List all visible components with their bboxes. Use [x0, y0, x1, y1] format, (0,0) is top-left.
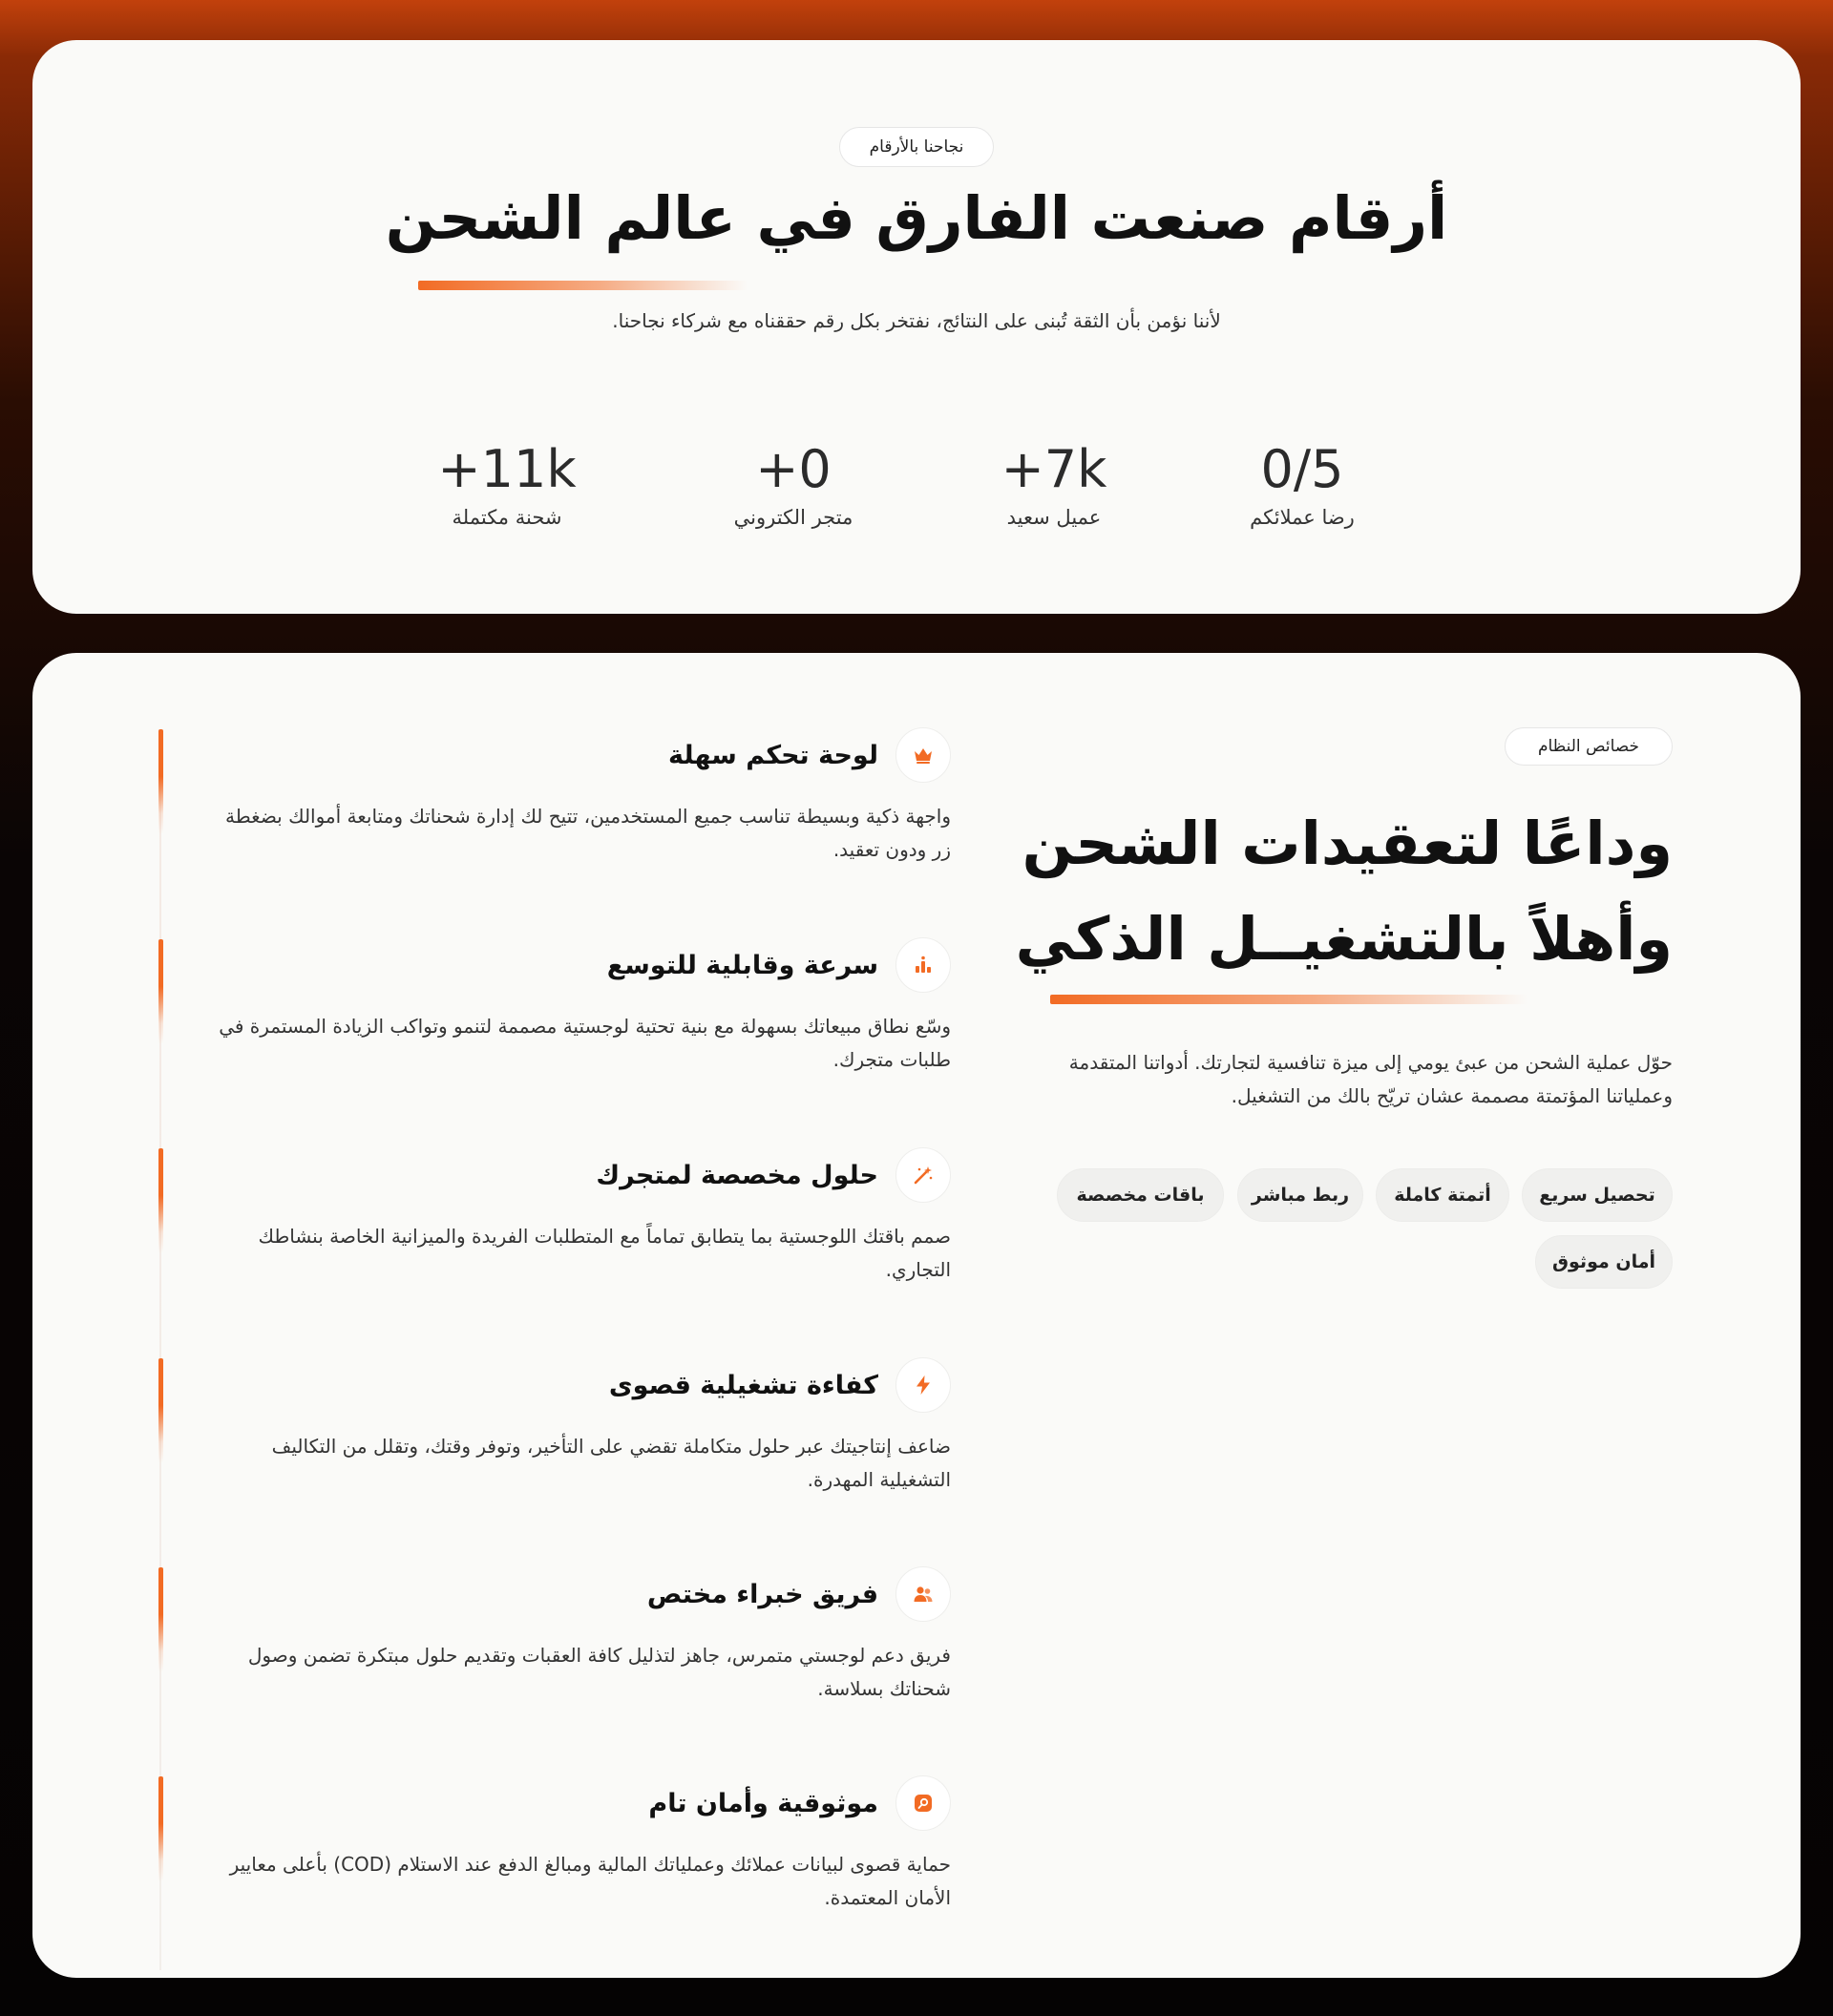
feature-item-expert-team	[206, 1566, 951, 1706]
feature-title: لوحة تحكم سهلة	[668, 740, 878, 770]
stat-value: +0	[755, 439, 832, 499]
features-title-line2: وأهلاً بالتشغيــل الذكي	[1015, 904, 1673, 974]
feature-body: واجهة ذكية وبسيطة تناسب جميع المستخدمين، تتيح لك إدارة شحناتك ومتابعة أموالك بضغطة زر ودون تعقيد.	[225, 805, 951, 861]
stat-value: +11k	[437, 439, 577, 499]
chip-full-automation[interactable]: أتمتة كاملة	[1376, 1168, 1509, 1222]
feature-title: فريق خبراء مختص	[646, 1579, 878, 1609]
feature-item-security	[206, 1775, 951, 1915]
stat-happy-clients	[930, 441, 1178, 529]
title-underline	[418, 281, 748, 290]
feature-title: سرعة وقابلية للتوسع	[606, 950, 878, 980]
secure-payment-icon	[895, 1775, 951, 1831]
features-title-line1: وداعًا لتعقيدات الشحن	[1022, 808, 1673, 878]
stat-completed-shipments	[383, 441, 631, 529]
features-card	[32, 653, 1801, 1978]
chip-fast-collection[interactable]: تحصيل سريع	[1522, 1168, 1673, 1222]
stat-value: +7k	[1001, 439, 1107, 499]
stat-value: 0/5	[1260, 439, 1344, 499]
chip-custom-packages[interactable]: باقات مخصصة	[1057, 1168, 1224, 1222]
timeline-marker	[158, 729, 163, 834]
magic-wand-icon	[895, 1147, 951, 1203]
feature-item-efficiency	[206, 1357, 951, 1497]
feature-body: ضاعف إنتاجيتك عبر حلول متكاملة تقضي على التأخير، وتوفر وقتك، وتقلل من التكاليف التشغيلية المهدرة.	[271, 1435, 951, 1491]
features-title	[1004, 796, 1673, 987]
feature-title: حلول مخصصة لمتجرك	[596, 1160, 878, 1190]
stat-label: شحنة مكتملة	[452, 506, 562, 529]
chip-trusted-security[interactable]: أمان موثوق	[1535, 1235, 1673, 1289]
timeline-marker	[158, 1567, 163, 1672]
feature-body: حماية قصوى لبيانات عملائك وعملياتك المالية ومبالغ الدفع عند الاستلام (COD) بأعلى معايير الأمان المعتمدة.	[229, 1853, 951, 1909]
feature-body: صمم باقتك اللوجستية بما يتطابق تماماً مع المتطلبات الفريدة والميزانية الخاصة بنشاطك التجاري.	[258, 1225, 951, 1281]
feature-item-dashboard	[206, 727, 951, 867]
crown-icon	[895, 727, 951, 783]
team-icon	[895, 1566, 951, 1622]
feature-item-scalability	[206, 937, 951, 1077]
title-underline	[1050, 995, 1528, 1004]
section-badge: نجاحنا بالأرقام	[839, 127, 994, 167]
stats-title: أرقام صنعت الفارق في عالم الشحن	[385, 183, 1448, 253]
timeline-marker	[158, 1776, 163, 1881]
timeline-marker	[158, 1358, 163, 1463]
chip-direct-integration[interactable]: ربط مباشر	[1237, 1168, 1363, 1222]
stat-online-stores	[669, 441, 917, 529]
timeline-marker	[158, 1148, 163, 1253]
stats-subtitle: لأننا نؤمن بأن الثقة تُبنى على النتائج، نفتخر بكل رقم حققناه مع شركاء نجاحنا.	[612, 309, 1221, 332]
feature-item-custom-solutions	[206, 1147, 951, 1287]
stat-satisfaction	[1178, 441, 1426, 529]
stat-label: عميل سعيد	[1006, 506, 1102, 529]
feature-title: كفاءة تشغيلية قصوى	[608, 1370, 878, 1400]
section-badge: خصائص النظام	[1505, 727, 1673, 766]
stats-card	[32, 40, 1801, 614]
stat-label: متجر الكتروني	[733, 506, 853, 529]
stat-label: رضا عملائكم	[1250, 506, 1355, 529]
lightning-icon	[895, 1357, 951, 1413]
feature-body: فريق دعم لوجستي متمرس، جاهز لتذليل كافة العقبات وتقديم حلول مبتكرة تضمن وصول شحناتك بسلاسة.	[247, 1644, 951, 1700]
feature-body: وسّع نطاق مبيعاتك بسهولة مع بنية تحتية لوجستية مصممة لتنمو وتواكب الزيادة المستمرة في طلبات متجرك.	[219, 1015, 951, 1071]
timeline-marker	[158, 939, 163, 1044]
features-description: حوّل عملية الشحن من عبئ يومي إلى ميزة تنافسية لتجارتك. أدواتنا المتقدمة وعملياتنا المؤتمتة مصممة عشان تريّح بالك من التشغيل.	[1068, 1051, 1673, 1107]
feature-title: موثوقية وأمان تام	[648, 1788, 878, 1818]
growth-chart-icon	[895, 937, 951, 993]
